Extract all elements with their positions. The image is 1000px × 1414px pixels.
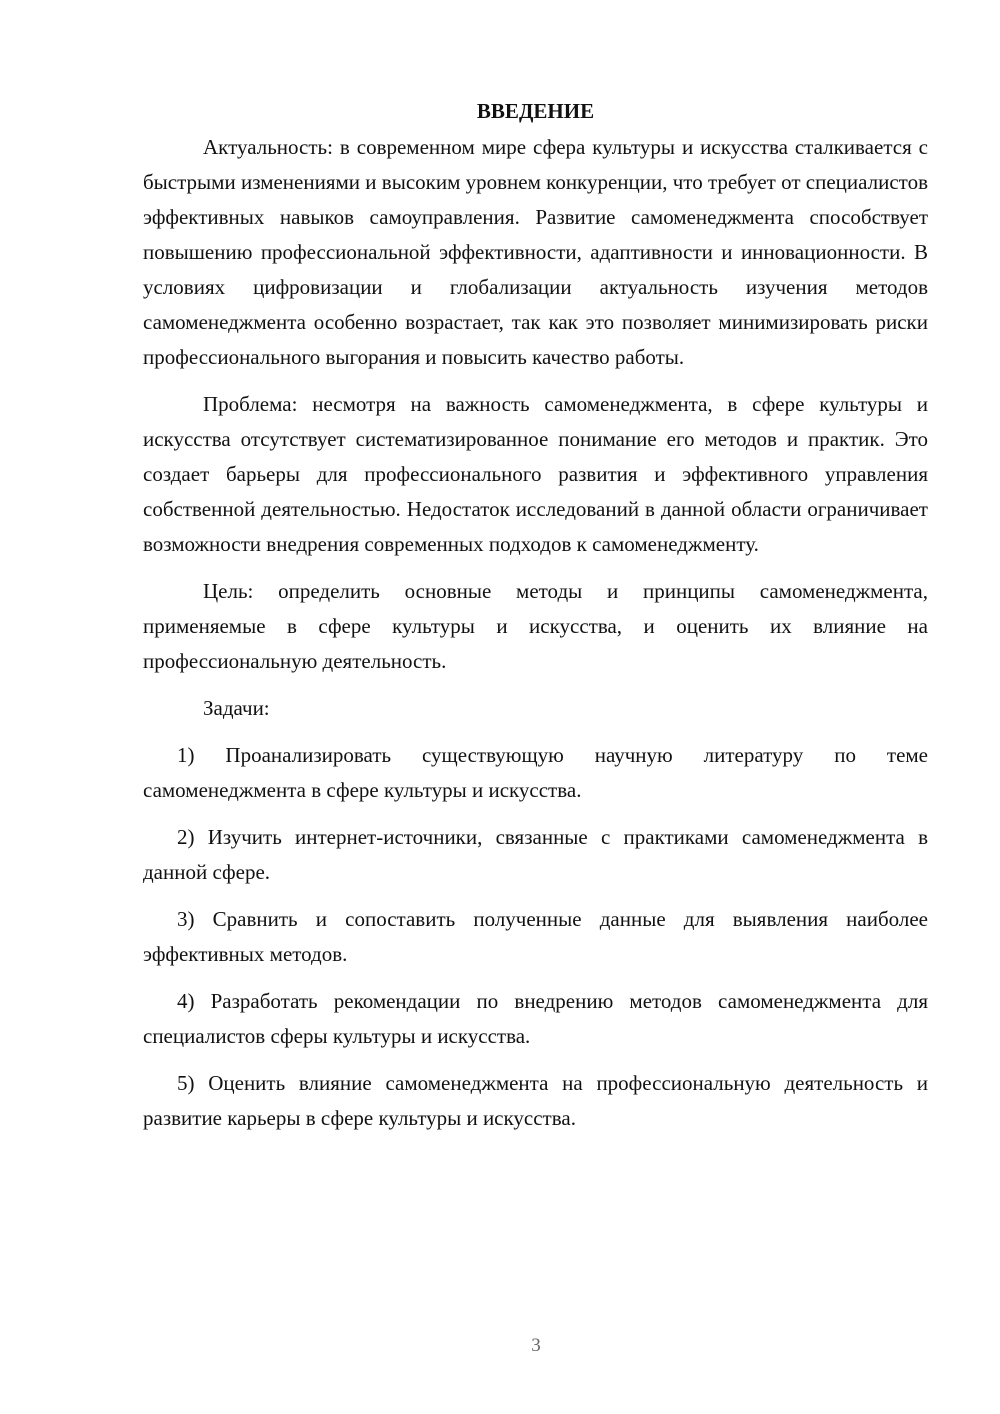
task-item: 3) Сравнить и сопоставить полученные данные для выявления наиболее эффективных методов. xyxy=(143,907,928,966)
page-number: 3 xyxy=(531,1335,541,1356)
problem-paragraph: Проблема: несмотря на важность самоменеджмента, в сфере культуры и искусства отсутствует систематизированное понимание его методов и практик. Это создает барьеры для профессионального развития и эффективного управления собственной деятельностью. Недостаток исследований в данной области ограничивает возможности внедрения современных подходов к самоменеджменту. xyxy=(143,392,928,556)
task-item: 5) Оценить влияние самоменеджмента на профессиональную деятельность и развитие карьеры в сфере культуры и искусства. xyxy=(143,1071,928,1130)
page-content xyxy=(143,96,928,1148)
section-heading: ВВЕДЕНИЕ xyxy=(476,99,595,123)
relevance-paragraph: Актуальность: в современном мире сфера культуры и искусства сталкивается с быстрыми изменениями и высоким уровнем конкуренции, что требует от специалистов эффективных навыков самоуправления. Развитие самоменеджмента способствует повышению профессиональной эффективности, адаптивности и инновационности. В условиях цифровизации и глобализации актуальность изучения методов самоменеджмента особенно возрастает, так как это позволяет минимизировать риски профессионального выгорания и повысить качество работы. xyxy=(143,135,928,369)
task-item: 4) Разработать рекомендации по внедрению методов самоменеджмента для специалистов сферы культуры и искусства. xyxy=(143,989,928,1048)
goal-paragraph: Цель: определить основные методы и принципы самоменеджмента, применяемые в сфере культуры и искусства, и оценить их влияние на профессиональную деятельность. xyxy=(143,579,928,673)
task-item: 2) Изучить интернет-источники, связанные с практиками самоменеджмента в данной сфере. xyxy=(143,825,928,884)
task-item: 1) Проанализировать существующую научную литературу по теме самоменеджмента в сфере культуры и искусства. xyxy=(143,743,928,802)
tasks-label: Задачи: xyxy=(203,696,270,720)
